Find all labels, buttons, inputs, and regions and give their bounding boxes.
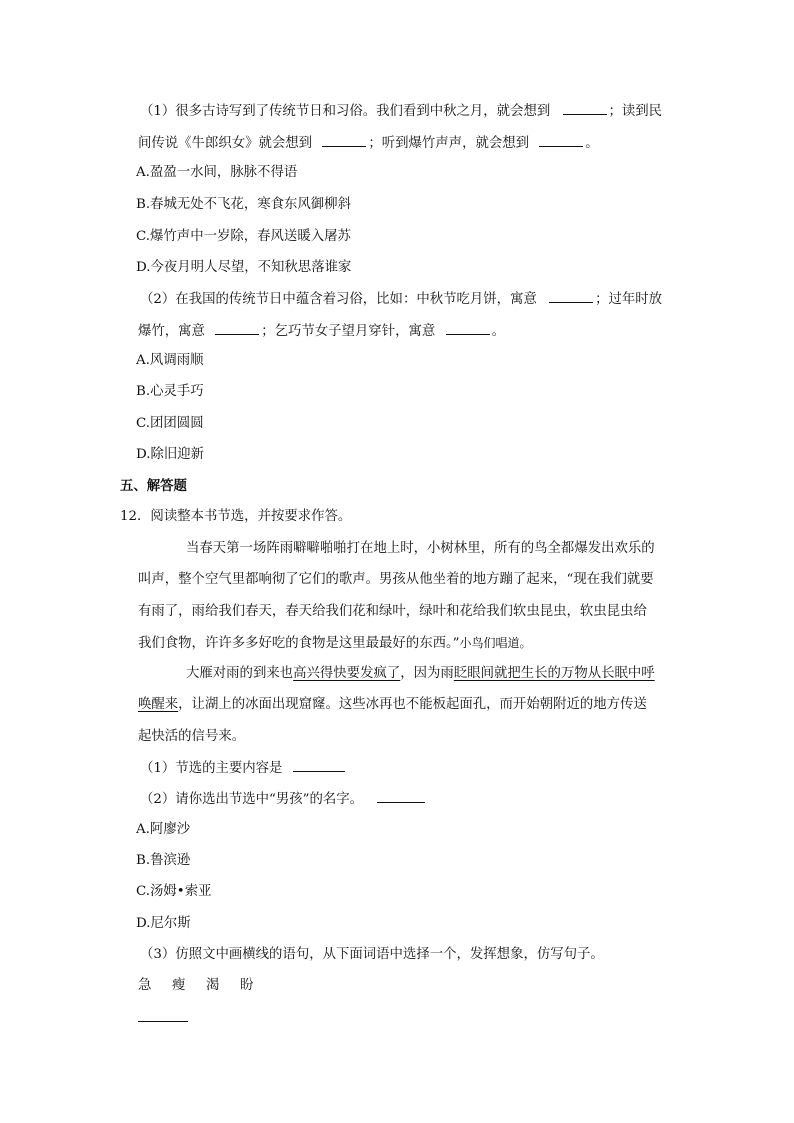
underlined-phrase: 眨眼间就把生长的万物从长眠中呼: [453, 666, 655, 681]
passage-line: 当春天第一场阵雨噼噼啪啪打在地上时，小树林里，所有的鸟全都爆发出欢乐的: [186, 541, 655, 556]
answer-blank[interactable]: [563, 101, 607, 115]
sub-question-2: （2）请你选出节选中“男孩”的名字。: [140, 789, 427, 810]
option-c[interactable]: C.爆竹声中一岁除，春风送暖入屠苏: [136, 229, 351, 244]
answer-blank[interactable]: [377, 789, 425, 803]
passage-line: 大雁对雨的到来也高兴得快要发疯了，因为雨眨眼间就把生长的万物从长眠中呼: [186, 666, 655, 681]
option-d[interactable]: D.尼尔斯: [136, 916, 191, 931]
answer-blank[interactable]: [549, 289, 593, 303]
word-choice: 瘦: [172, 978, 186, 993]
underlined-phrase: 高兴得快要发疯了: [293, 666, 401, 681]
answer-blank[interactable]: [539, 133, 583, 147]
option-c[interactable]: C.汤姆•索亚: [136, 884, 212, 899]
sub-question-1: （1）节选的主要内容是: [140, 758, 347, 779]
word-choices: [138, 976, 274, 996]
answer-blank[interactable]: [322, 133, 366, 147]
question-2-line-1: （2）在我国的传统节日中蕴含着习俗，比如：中秋节吃月饼，寓意 ；过年时放: [140, 289, 662, 310]
passage-line: 有雨了，雨给我们春天，春天给我们花和绿叶，绿叶和花给我们软虫昆虫，软虫昆虫给: [138, 604, 647, 619]
answer-blank[interactable]: [215, 321, 259, 335]
option-d[interactable]: D.今夜月明人尽望，不知秋思落谁家: [136, 260, 352, 275]
underlined-phrase: 唤醒来: [138, 697, 179, 712]
section-heading: 五、解答题: [120, 478, 187, 494]
passage-line: 起快活的信号来。: [138, 729, 246, 744]
question-1-line-2: 间传说《牛郎织女》就会想到 ；听到爆竹声声，就会想到 。: [138, 133, 599, 154]
option-b[interactable]: B.心灵手巧: [136, 384, 204, 399]
option-d[interactable]: D.除旧迎新: [136, 447, 205, 462]
option-c[interactable]: C.团团圆圆: [136, 416, 204, 431]
question-1-line-1: （1）很多古诗写到了传统节日和习俗。我们看到中秋之月，就会想到 ；读到民: [140, 101, 662, 122]
passage-line: 我们食物，许许多多好吃的食物是这里最最好的东西。”小鸟们唱道。: [138, 636, 532, 651]
option-a[interactable]: A.盈盈一水间，脉脉不得语: [136, 165, 298, 180]
option-a[interactable]: A.风调雨顺: [136, 353, 204, 368]
question-2-line-2: 爆竹，寓意 ；乞巧节女子望月穿针，寓意 。: [138, 321, 505, 342]
option-b[interactable]: B.春城无处不飞花，寒食东风御柳斜: [136, 197, 351, 212]
sub-question-3: （3）仿照文中画横线的语句，从下面词语中选择一个，发挥想象，仿写句子。: [140, 947, 604, 962]
passage-line: 唤醒来，让湖上的冰面出现窟窿。这些冰再也不能板起面孔，而开始朝附近的地方传送: [138, 697, 647, 712]
answer-blank[interactable]: [293, 758, 345, 772]
word-choice: 急: [138, 978, 152, 993]
option-b[interactable]: B.鲁滨逊: [136, 853, 191, 868]
answer-blank[interactable]: [446, 321, 490, 335]
word-choice: 盼: [240, 978, 254, 993]
answer-blank[interactable]: [138, 1021, 188, 1022]
passage-line: 叫声，整个空气里都响彻了它们的歌声。男孩从他坐着的地方蹦了起来，“现在我们就要: [138, 572, 654, 587]
option-a[interactable]: A.阿廖沙: [136, 822, 191, 837]
question-12-prompt: 12．阅读整本书节选，并按要求作答。: [120, 509, 352, 524]
word-choice: 渴: [206, 978, 220, 993]
